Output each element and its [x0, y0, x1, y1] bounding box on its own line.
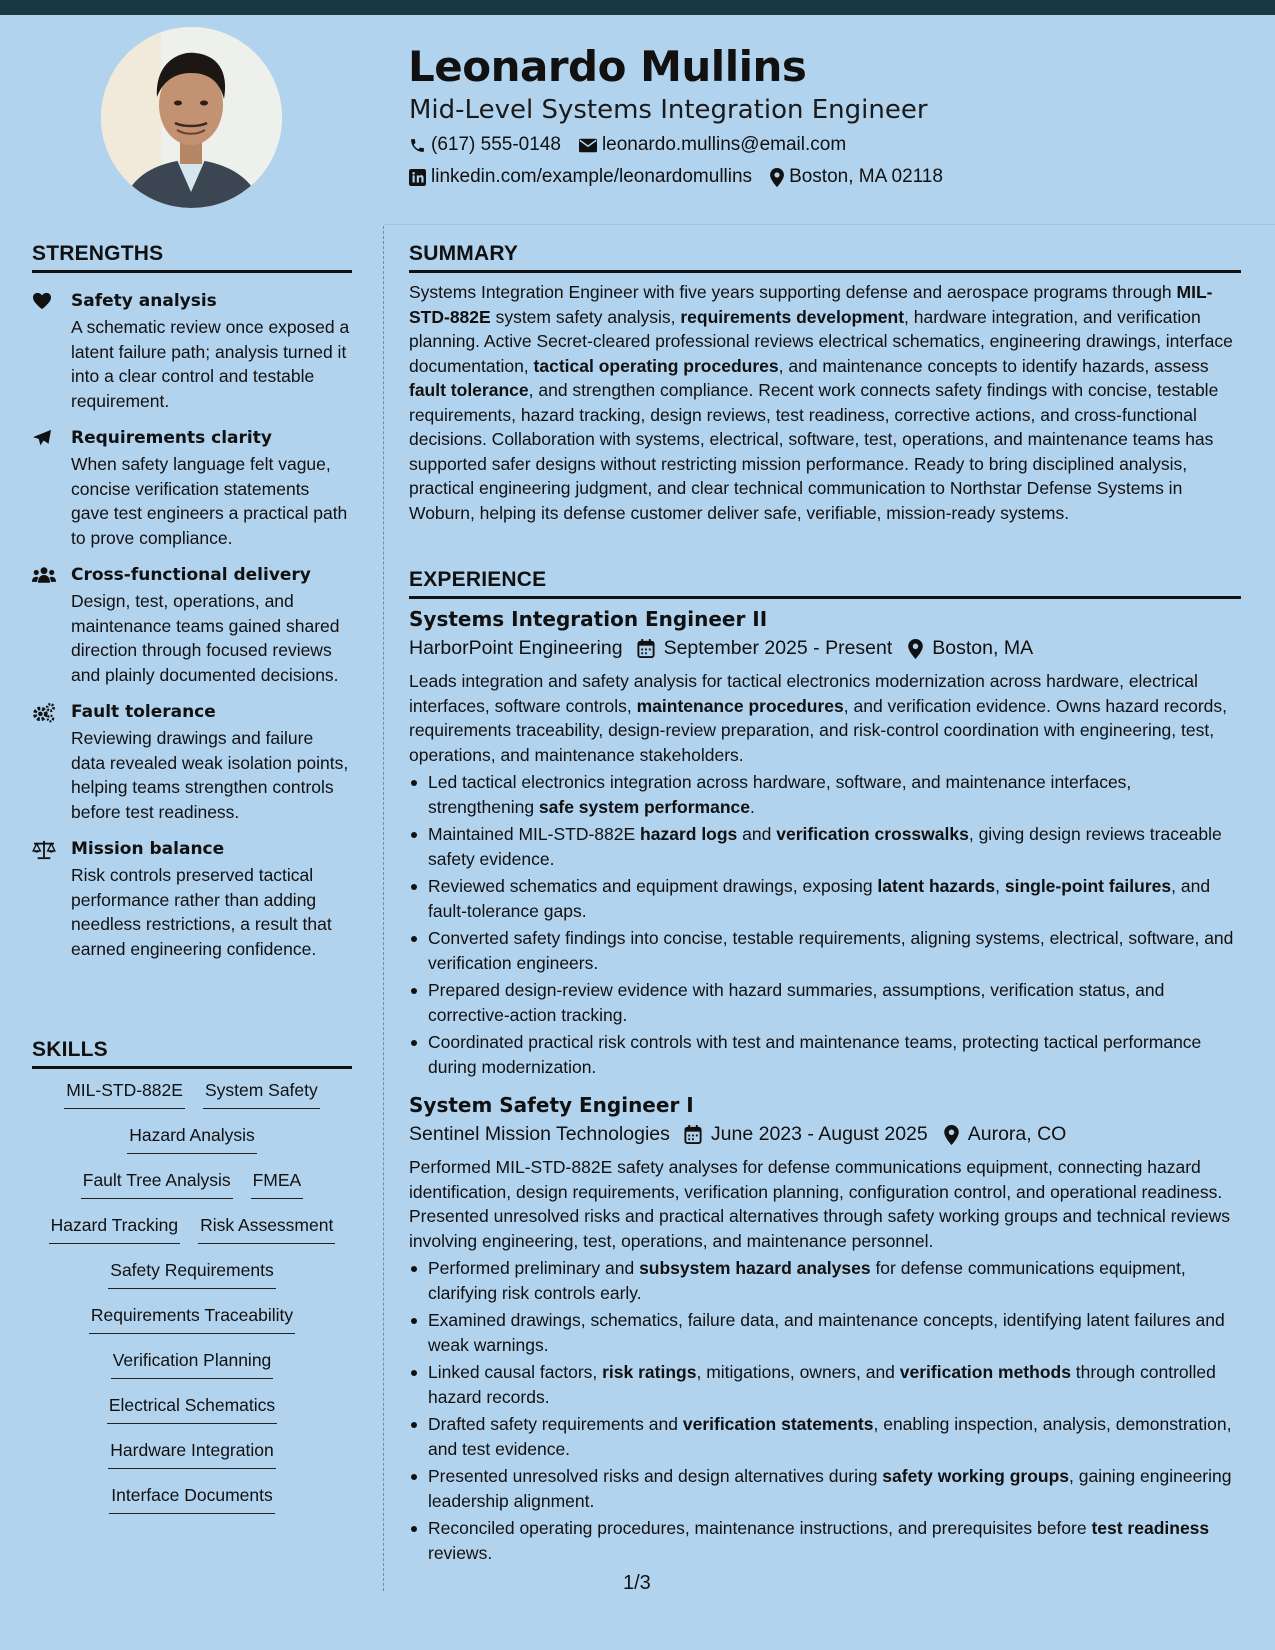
email-text: leonardo.mullins@email.com — [601, 134, 847, 155]
skill-row — [32, 1215, 352, 1244]
job-dates — [684, 1123, 928, 1146]
emphasis-text: single-point failures — [1004, 876, 1172, 896]
skill-tag: Hazard Analysis — [127, 1125, 256, 1154]
skill-tag: Electrical Schematics — [107, 1395, 277, 1424]
text-run: , enabling inspection, analysis, demonstration, and test evidence. — [428, 1414, 1232, 1459]
location-contact — [770, 166, 943, 188]
text-run: Presented unresolved risks and design alternatives during — [428, 1466, 883, 1486]
strength-description: Design, test, operations, and maintenance teams gained shared direction through focused reviews and plainly documented decisions. — [71, 591, 340, 685]
strength-item — [32, 701, 352, 824]
job-meta — [409, 637, 1241, 660]
skill-tag: Safety Requirements — [108, 1260, 275, 1289]
text-run: , and verification evidence. Owns hazard records, requirements traceability, design-review preparation, and risk-control coordination with engineering, test, operations, and maintenance stakeholders. — [409, 695, 1228, 765]
job-dates — [637, 637, 893, 660]
experience-list — [409, 607, 1241, 1568]
candidate-name: Leonardo Mullins — [408, 42, 807, 91]
text-run: , mitigations, owners, and — [696, 1362, 900, 1382]
strength-title: Safety analysis — [71, 291, 217, 311]
heart-icon — [32, 292, 56, 312]
strengths-list — [32, 290, 352, 975]
candidate-title: Mid-Level Systems Integration Engineer — [409, 95, 928, 125]
text-run: , — [995, 876, 1005, 896]
job-entry — [409, 1093, 1241, 1565]
emphasis-text: hazard logs — [640, 824, 738, 844]
skill-tag: FMEA — [251, 1170, 304, 1199]
skill-row — [32, 1395, 352, 1424]
experience-heading: EXPERIENCE — [409, 568, 1241, 599]
text-run: Prepared design-review evidence with hazard summaries, assumptions, verification status, and corrective-action tracking. — [428, 980, 1165, 1025]
text-run: Reviewed schematics and equipment drawings, exposing — [428, 876, 878, 896]
skill-tag: Interface Documents — [109, 1485, 274, 1514]
text-run: , gaining engineering leadership alignment. — [428, 1466, 1232, 1511]
bullet-item — [409, 1308, 1241, 1357]
text-run: Performed preliminary and — [428, 1258, 640, 1278]
linkedin-icon — [409, 169, 426, 186]
strength-item — [32, 564, 352, 687]
skill-tag: Hardware Integration — [108, 1440, 275, 1469]
bullet-item — [409, 1256, 1241, 1305]
map-pin-icon — [908, 639, 923, 659]
skill-tag: Requirements Traceability — [89, 1305, 295, 1334]
job-title: Systems Integration Engineer II — [409, 607, 768, 631]
emphasis-text: risk ratings — [602, 1362, 697, 1382]
header-divider — [384, 224, 1275, 225]
scale-icon — [32, 840, 56, 860]
summary-heading: SUMMARY — [409, 242, 1241, 273]
phone-text: (617) 555-0148 — [431, 134, 561, 155]
strength-item — [32, 838, 352, 961]
page-number: 1/3 — [623, 1572, 651, 1594]
text-run: Linked causal factors, — [428, 1362, 603, 1382]
skill-tag: Verification Planning — [111, 1350, 274, 1379]
text-run: through controlled hazard records. — [428, 1362, 1216, 1407]
summary-text — [409, 280, 1241, 525]
strength-description: A schematic review once exposed a latent failure path; analysis turned it into a clear control and testable requirement. — [71, 317, 350, 411]
text-run: and — [737, 824, 777, 844]
strength-description: Reviewing drawings and failure data revealed weak isolation points, helping teams strengthen controls before test readiness. — [71, 728, 349, 822]
emphasis-text: verification crosswalks — [776, 824, 969, 844]
envelope-icon — [579, 138, 597, 153]
job-description — [409, 1155, 1241, 1253]
job-bullets — [409, 770, 1241, 1079]
text-run: , giving design reviews traceable safety evidence. — [428, 824, 1222, 869]
strength-title: Requirements clarity — [71, 428, 272, 448]
skill-row — [32, 1125, 352, 1154]
emphasis-text: requirements development — [680, 306, 905, 327]
emphasis-text: test readiness — [1091, 1518, 1210, 1538]
text-run: Performed MIL-STD-882E safety analyses for defense communications equipment, connecting hazard identification, design requirements, verification planning, configuration control, and operational readiness. Presented unresolved risks and practical alternatives through safety working groups and technical reviews involving engineering, test, operations, and maintenance personnel. — [409, 1157, 1230, 1251]
job-meta — [409, 1123, 1241, 1146]
bullet-item — [409, 1464, 1241, 1513]
emphasis-text: verification statements — [682, 1414, 874, 1434]
job-location — [908, 637, 1033, 660]
linkedin-text: linkedin.com/example/leonardomullins — [431, 166, 753, 187]
text-run: , hardware integration, and verification planning. Active Secret-cleared professional reviews electrical schematics, engineering drawings, interface documentation, — [409, 306, 1233, 376]
skill-row — [32, 1260, 352, 1289]
skill-tag: System Safety — [203, 1080, 320, 1109]
text-run: for defense communications equipment, clarifying risk controls early. — [428, 1258, 1186, 1303]
text-run: Led tactical electronics integration across hardware, software, and maintenance interfaces, strengthening — [428, 772, 1132, 817]
emphasis-text: fault tolerance — [409, 380, 529, 400]
bullet-item — [409, 926, 1241, 975]
paper-plane-icon — [32, 429, 56, 449]
text-run: Converted safety findings into concise, testable requirements, aligning systems, electrical, software, and verification engineers. — [428, 928, 1234, 973]
job-company: HarborPoint Engineering — [409, 637, 623, 659]
bullet-item — [409, 978, 1241, 1027]
skill-row — [32, 1080, 352, 1109]
skill-row — [32, 1170, 352, 1199]
text-run: , and maintenance concepts to identify hazards, assess — [778, 355, 1209, 376]
column-divider — [383, 226, 384, 1591]
bullet-item — [409, 1030, 1241, 1079]
strength-item — [32, 427, 352, 550]
bullet-item — [409, 770, 1241, 819]
emphasis-text: maintenance procedures — [636, 695, 844, 716]
bullet-item — [409, 1360, 1241, 1409]
contact-row-1 — [409, 134, 864, 156]
emphasis-text: safe system performance — [538, 796, 750, 817]
calendar-icon — [684, 1125, 702, 1144]
bullet-item — [409, 1516, 1241, 1565]
skill-tag: Fault Tree Analysis — [81, 1170, 233, 1199]
text-run: system safety analysis, — [490, 306, 681, 327]
text-run: Coordinated practical risk controls with test and maintenance teams, protecting tactical performance during modernization. — [428, 1032, 1202, 1077]
strength-description: Risk controls preserved tactical performance rather than adding needless restrictions, a result that earned engineering confidence. — [71, 865, 332, 959]
calendar-icon — [637, 639, 655, 658]
bullet-item — [409, 874, 1241, 923]
right-column — [409, 280, 1241, 525]
emphasis-text: subsystem hazard analyses — [639, 1258, 871, 1278]
skill-tag: Hazard Tracking — [49, 1215, 180, 1244]
map-pin-icon — [770, 168, 784, 187]
strengths-heading: STRENGTHS — [32, 242, 352, 273]
top-accent-bar — [0, 0, 1275, 15]
job-location-text: Aurora, CO — [967, 1123, 1067, 1145]
text-run: Systems Integration Engineer with five years supporting defense and aerospace programs through — [409, 282, 1177, 302]
job-bullets — [409, 1256, 1241, 1565]
skill-row — [32, 1485, 352, 1514]
strength-item — [32, 290, 352, 413]
job-entry — [409, 607, 1241, 1079]
job-title: System Safety Engineer I — [409, 1093, 694, 1117]
job-dates-text: September 2025 - Present — [663, 637, 893, 659]
strength-title: Cross-functional delivery — [71, 565, 311, 585]
emphasis-text: tactical operating procedures — [533, 355, 779, 376]
strength-description: When safety language felt vague, concise verification statements gave test engineers a practical path to prove compliance. — [71, 454, 348, 548]
skills-list — [32, 1080, 352, 1530]
skill-tag: Risk Assessment — [198, 1215, 335, 1244]
skill-row — [32, 1440, 352, 1469]
phone-icon — [409, 137, 426, 154]
text-run: reviews. — [428, 1542, 493, 1563]
phone-contact[interactable] — [409, 134, 561, 156]
location-text: Boston, MA 02118 — [789, 166, 943, 187]
emphasis-text: safety working groups — [882, 1466, 1069, 1486]
contact-row-2 — [409, 166, 961, 188]
strength-title: Mission balance — [71, 839, 225, 859]
job-company: Sentinel Mission Technologies — [409, 1123, 670, 1145]
job-description — [409, 669, 1241, 767]
skill-row — [32, 1350, 352, 1379]
job-dates-text: June 2023 - August 2025 — [710, 1123, 928, 1145]
text-run: . — [750, 796, 755, 817]
skills-heading: SKILLS — [32, 1038, 352, 1069]
gears-icon — [32, 703, 56, 723]
emphasis-text: MIL-STD-882E — [409, 282, 1213, 327]
email-contact[interactable] — [579, 134, 846, 156]
text-run: Examined drawings, schematics, failure data, and maintenance concepts, identifying latent failures and weak warnings. — [428, 1310, 1225, 1355]
bullet-item — [409, 822, 1241, 871]
skill-row — [32, 1305, 352, 1334]
map-pin-icon — [944, 1125, 959, 1145]
emphasis-text: verification methods — [899, 1362, 1071, 1382]
job-location-text: Boston, MA — [932, 637, 1034, 659]
text-run: Reconciled operating procedures, maintenance instructions, and prerequisites before — [428, 1518, 1092, 1538]
profile-photo — [101, 27, 282, 208]
text-run: Maintained MIL-STD-882E — [428, 824, 641, 844]
text-run: , and fault-tolerance gaps. — [428, 876, 1211, 921]
text-run: , and strengthen compliance. Recent work connects safety findings with concise, testable requirements, hazard tracking, design reviews, test readiness, corrective actions, and cross-functional decisions. Collaboration with systems, electrical, software, test, operations, and maintenance teams has supported safer designs without restricting mission performance. Ready to bring disciplined analysis, practical engineering judgment, and clear technical communication to Northstar Defense Systems in Woburn, helping its defense customer deliver safe, verifiable, mission-ready systems. — [409, 380, 1219, 523]
emphasis-text: latent hazards — [877, 876, 996, 896]
text-run: Leads integration and safety analysis for tactical electronics modernization across hardware, electrical interfaces, software controls, — [409, 671, 1198, 716]
users-icon — [32, 566, 56, 586]
text-run: Drafted safety requirements and — [428, 1414, 683, 1434]
job-location — [944, 1123, 1067, 1146]
strength-title: Fault tolerance — [71, 702, 216, 722]
linkedin-contact[interactable] — [409, 166, 752, 188]
skill-tag: MIL-STD-882E — [64, 1080, 185, 1109]
bullet-item — [409, 1412, 1241, 1461]
